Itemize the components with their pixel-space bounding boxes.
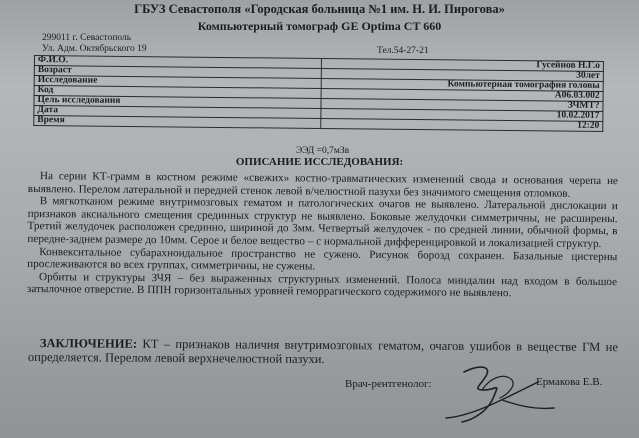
info-label: Время — [34, 116, 321, 129]
info-label: Возраст — [34, 66, 321, 79]
info-value: 10.02.2017 — [321, 109, 603, 122]
info-label: Код — [34, 86, 321, 99]
info-value: 30лет — [321, 69, 603, 82]
description-paragraph: В мягкотканом режиме внутримозговых гематом и патологических очагов не выявлено. Латеральной дислокации и признаков аксиального смещения срединных структур не выявлено. Боковые желудочки симметричны, не расширены. Третий желудочек расположен срединно, шириной до 3мм. Четвертый желудочек - по средней линии, обычной формы, в передне-заднем размере до 10мм. Серое и белое вещество – с нормальной дифференцировкой и локализацией структур. — [27, 195, 618, 250]
info-value: Компьютерная томография головы — [321, 79, 603, 92]
info-label: Ф.И.О. — [34, 56, 321, 69]
description-paragraph: На серии КТ-грамм в костном режиме «свежих» костно-травматических изменений свода и основания черепа не выявлено. Перелом латеральной и передней стенок левой в/челюстной пазухи без значимого смещения отломков. — [27, 170, 618, 200]
info-label: Исследование — [34, 76, 321, 89]
info-label: Цель исследования — [34, 96, 321, 109]
doctor-role: Врач-рентгенолог: — [345, 378, 432, 390]
patient-info-table — [33, 55, 604, 132]
conclusion-text: КТ – признаков наличия внутримозговых гематом, очагов ушибов в веществе ГМ не определяется. Перелом левой верхнечелюстной пазухи. — [27, 336, 618, 367]
hospital-name: ГБУЗ Севастополя «Городская больница №1 им. Н. И. Пирогова» — [134, 2, 505, 16]
phone-number: Тел.54-27-21 — [377, 46, 429, 56]
address-line-1: 299011 г. Севастополь — [42, 33, 132, 43]
handwritten-signature — [442, 360, 562, 430]
device-name: Компьютерный томограф GE Optima CT 660 — [197, 19, 442, 33]
address-line-2: Ул. Адм. Октябрьского 19 — [42, 44, 147, 54]
info-value: 12:20 — [321, 119, 603, 132]
info-value: Гусейнов Н.Г.о — [321, 59, 603, 72]
description-paragraph: Орбиты и структуры ЗЧЯ – без выраженных структурных изменений. Полоса миндалин над входом в большое затылочное отверстие. В ППН горизонтальных уровней геморрагического содержимого не выявлено. — [26, 270, 618, 300]
effective-dose: ЭЭД =0,7мЗв — [296, 146, 350, 156]
info-value: A06.03.002 — [321, 89, 603, 102]
info-label: Дата — [34, 106, 321, 119]
doctor-name: Ермакова Е.В. — [536, 376, 603, 388]
info-value: ЗЧМТ? — [321, 99, 603, 112]
description-title: ОПИСАНИЕ ИССЛЕДОВАНИЯ: — [235, 156, 404, 168]
description-paragraph: Конвекситальное субарахноидальное пространство не сужено. Рисунок борозд сохранен. Базальные цистерны прослеживаются во всех группах, симметричны, не сужены. — [27, 245, 618, 273]
description-body — [27, 170, 618, 301]
conclusion-label: ЗАКЛЮЧЕНИЕ: — [39, 336, 138, 351]
